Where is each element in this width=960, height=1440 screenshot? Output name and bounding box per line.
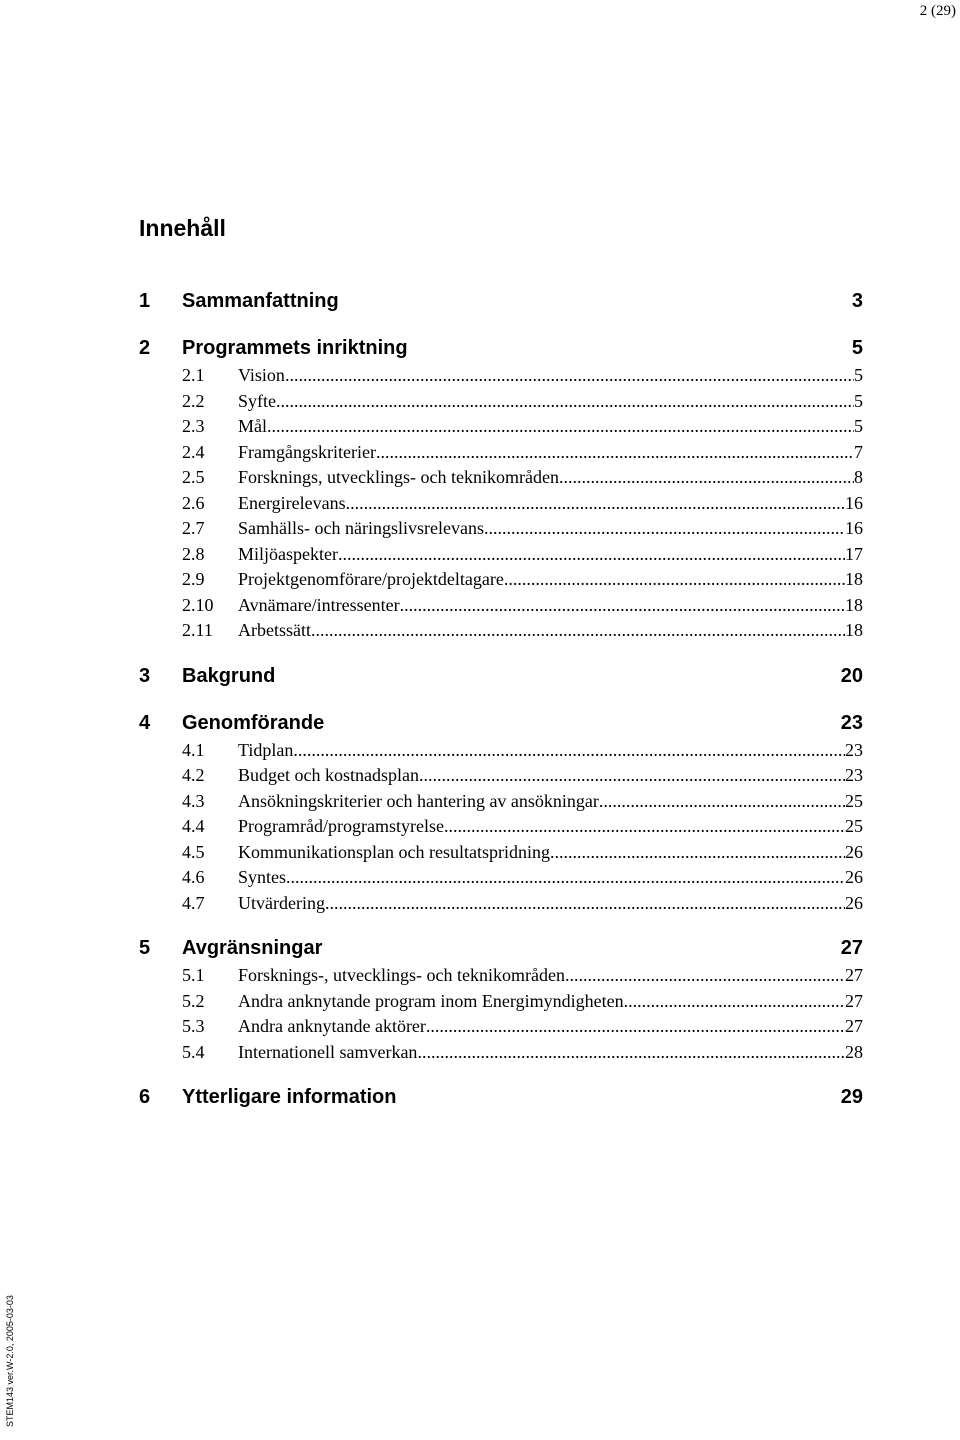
subsection-page: 18 xyxy=(845,569,863,589)
subsection-title: Vision xyxy=(238,365,285,385)
subsection-page: 5 xyxy=(854,416,863,436)
dot-leader xyxy=(624,989,845,1015)
subsection-page: 23 xyxy=(845,765,863,785)
section-page: 3 xyxy=(851,290,863,312)
toc-subsection[interactable] xyxy=(139,1014,863,1040)
toc-subsection[interactable] xyxy=(139,516,863,542)
section-gap xyxy=(139,691,863,708)
page-number: 2 (29) xyxy=(919,3,956,19)
subsection-title: Forsknings-, utvecklings- och teknikområden xyxy=(238,965,565,985)
subsection-page: 27 xyxy=(845,965,863,985)
toc-subsection[interactable] xyxy=(139,840,863,866)
subsection-page: 25 xyxy=(845,790,863,811)
toc-section[interactable] xyxy=(139,286,863,316)
subsection-title: Budget och kostnadsplan xyxy=(238,765,419,785)
subsection-page: 27 xyxy=(845,990,863,1011)
subsection-title: Mål xyxy=(238,416,267,436)
subsection-number: 2.7 xyxy=(182,518,205,538)
subsection-page: 18 xyxy=(845,594,863,615)
toc-subsection[interactable] xyxy=(139,989,863,1015)
subsection-title: Miljöaspekter xyxy=(238,543,338,564)
toc-subsection[interactable] xyxy=(139,491,863,517)
subsection-number: 4.1 xyxy=(182,739,205,760)
toc-title: Innehåll xyxy=(139,215,226,241)
toc-section[interactable] xyxy=(139,1082,863,1112)
toc-subsection[interactable] xyxy=(139,738,863,764)
subsection-number: 4.6 xyxy=(182,867,205,887)
subsection-number: 5.3 xyxy=(182,1016,205,1036)
section-title: Sammanfattning xyxy=(182,290,339,312)
subsection-page: 25 xyxy=(845,816,863,836)
section-number: 2 xyxy=(139,337,151,359)
toc-subsection[interactable] xyxy=(139,414,863,440)
subsection-page: 23 xyxy=(845,739,863,760)
dot-leader xyxy=(559,465,854,491)
section-title: Programmets inriktning xyxy=(182,337,408,359)
subsection-title: Kommunikationsplan och resultatspridning xyxy=(238,841,550,862)
section-gap xyxy=(139,316,863,333)
subsection-title: Syfte xyxy=(238,390,276,411)
toc-subsection[interactable] xyxy=(139,593,863,619)
dot-leader xyxy=(293,738,845,764)
section-page: 20 xyxy=(840,664,863,687)
section-number: 3 xyxy=(139,664,151,687)
section-title: Ytterligare information xyxy=(182,1086,397,1108)
toc-subsection[interactable] xyxy=(139,567,863,593)
subsection-title: Projektgenomförare/projektdeltagare xyxy=(238,569,504,589)
section-number: 1 xyxy=(139,290,151,312)
toc-section[interactable] xyxy=(139,661,863,691)
subsection-title: Utvärdering xyxy=(238,892,325,913)
dot-leader xyxy=(338,542,845,568)
subsection-page: 26 xyxy=(845,841,863,862)
toc-subsection[interactable] xyxy=(139,440,863,466)
subsection-number: 4.3 xyxy=(182,790,205,811)
toc-subsection[interactable] xyxy=(139,865,863,891)
subsection-page: 26 xyxy=(845,892,863,913)
dot-leader xyxy=(565,963,845,989)
toc-subsection[interactable] xyxy=(139,763,863,789)
subsection-page: 26 xyxy=(845,867,863,887)
toc-subsection[interactable] xyxy=(139,542,863,568)
subsection-number: 4.5 xyxy=(182,841,205,862)
dot-leader xyxy=(484,516,845,542)
section-number: 4 xyxy=(139,711,151,734)
toc-subsection[interactable] xyxy=(139,465,863,491)
subsection-page: 16 xyxy=(845,518,863,538)
section-number: 5 xyxy=(139,937,151,959)
footer-note: STEM143 ver.W-2.0, 2005-03-03 xyxy=(5,1295,15,1427)
subsection-number: 4.7 xyxy=(182,892,205,913)
subsection-page: 28 xyxy=(845,1041,863,1062)
dot-leader xyxy=(417,1040,845,1066)
dot-leader xyxy=(419,763,845,789)
subsection-number: 4.2 xyxy=(182,765,205,785)
subsection-title: Framgångskriterier xyxy=(238,441,376,462)
toc-subsection[interactable] xyxy=(139,963,863,989)
section-title: Genomförande xyxy=(182,711,325,734)
toc-subsection[interactable] xyxy=(139,789,863,815)
toc-subsection[interactable] xyxy=(139,1040,863,1066)
toc-subsection[interactable] xyxy=(139,891,863,917)
dot-leader xyxy=(599,789,845,815)
dot-leader xyxy=(285,363,854,389)
section-page: 5 xyxy=(851,337,863,359)
subsection-title: Syntes xyxy=(238,867,287,887)
subsection-page: 5 xyxy=(854,390,863,411)
subsection-title: Energirelevans xyxy=(238,492,346,513)
subsection-number: 5.2 xyxy=(182,990,205,1011)
subsection-title: Tidplan xyxy=(238,739,294,760)
subsection-number: 2.6 xyxy=(182,492,205,513)
subsection-number: 4.4 xyxy=(182,816,205,836)
section-gap xyxy=(139,916,863,933)
section-number: 6 xyxy=(139,1086,151,1108)
dot-leader xyxy=(346,491,845,517)
toc-section[interactable] xyxy=(139,708,863,738)
subsection-number: 2.9 xyxy=(182,569,205,589)
dot-leader xyxy=(550,840,845,866)
dot-leader xyxy=(444,814,845,840)
section-page: 23 xyxy=(840,711,863,734)
subsection-number: 2.1 xyxy=(182,365,205,385)
subsection-page: 16 xyxy=(845,492,863,513)
subsection-page: 8 xyxy=(854,467,863,487)
subsection-title: Andra anknytande program inom Energimyndigheten xyxy=(238,990,624,1011)
subsection-page: 27 xyxy=(845,1016,863,1036)
toc-subsection[interactable] xyxy=(139,618,863,644)
dot-leader xyxy=(504,567,845,593)
table-of-contents xyxy=(139,286,863,1112)
dot-leader xyxy=(400,593,845,619)
subsection-title: Andra anknytande aktörer xyxy=(238,1016,426,1036)
subsection-page: 7 xyxy=(854,441,863,462)
dot-leader xyxy=(426,1014,845,1040)
toc-section[interactable] xyxy=(139,933,863,963)
subsection-title: Programråd/programstyrelse xyxy=(238,816,444,836)
subsection-number: 2.2 xyxy=(182,390,205,411)
subsection-title: Internationell samverkan xyxy=(238,1041,418,1062)
subsection-number: 2.5 xyxy=(182,467,205,487)
dot-leader xyxy=(311,618,845,644)
subsection-number: 2.4 xyxy=(182,441,205,462)
dot-leader xyxy=(325,891,845,917)
subsection-page: 5 xyxy=(854,365,863,385)
subsection-number: 2.10 xyxy=(182,594,214,615)
subsection-title: Forsknings, utvecklings- och teknikområden xyxy=(238,467,559,487)
subsection-page: 18 xyxy=(845,620,863,640)
dot-leader xyxy=(267,414,854,440)
toc-section[interactable] xyxy=(139,333,863,363)
subsection-title: Ansökningskriterier och hantering av ansökningar xyxy=(238,790,599,811)
subsection-number: 2.8 xyxy=(182,543,205,564)
toc-subsection[interactable] xyxy=(139,814,863,840)
subsection-number: 2.3 xyxy=(182,416,205,436)
section-gap xyxy=(139,1065,863,1082)
dot-leader xyxy=(376,440,854,466)
dot-leader xyxy=(286,865,845,891)
section-page: 29 xyxy=(840,1086,863,1108)
section-page: 27 xyxy=(840,937,863,959)
subsection-title: Samhälls- och näringslivsrelevans xyxy=(238,518,484,538)
subsection-title: Arbetssätt xyxy=(238,620,311,640)
section-title: Bakgrund xyxy=(182,664,276,687)
subsection-title: Avnämare/intressenter xyxy=(238,594,400,615)
toc-subsection[interactable] xyxy=(139,389,863,415)
dot-leader xyxy=(276,389,854,415)
subsection-page: 17 xyxy=(845,543,863,564)
section-title: Avgränsningar xyxy=(182,937,323,959)
subsection-number: 5.1 xyxy=(182,965,205,985)
toc-subsection[interactable] xyxy=(139,363,863,389)
subsection-number: 5.4 xyxy=(182,1041,205,1062)
subsection-number: 2.11 xyxy=(182,620,213,640)
section-gap xyxy=(139,644,863,661)
